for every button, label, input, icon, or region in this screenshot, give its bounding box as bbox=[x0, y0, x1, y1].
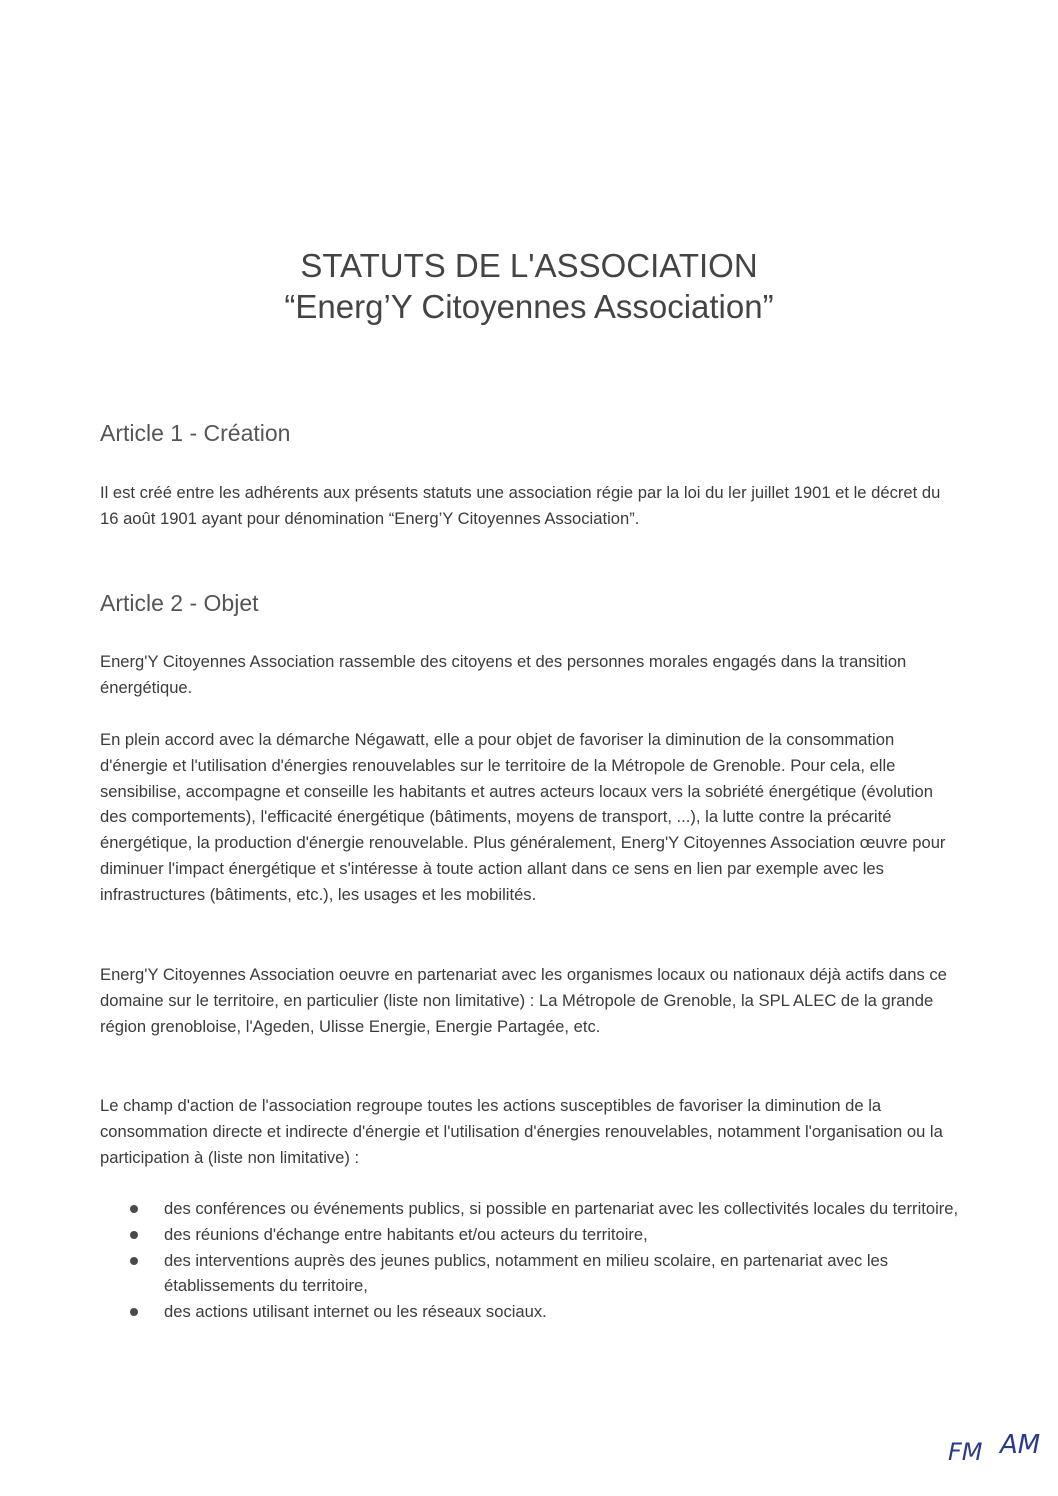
list-item-text: des interventions auprès des jeunes publics, notamment en milieu scolaire, en partenariat avec les établissements du territoire, bbox=[164, 1250, 889, 1296]
handwritten-initials: AM bbox=[1000, 1430, 1041, 1460]
bullet-icon bbox=[130, 1257, 138, 1265]
bullet-icon bbox=[130, 1308, 138, 1316]
bullet-list bbox=[100, 1196, 960, 1325]
list-item-text: des réunions d'échange entre habitants et/ou acteurs du territoire, bbox=[164, 1224, 648, 1244]
list-item bbox=[100, 1196, 960, 1222]
article-2-paragraph: Le champ d'action de l'association regroupe toutes les actions susceptibles de favoriser la diminution de la consommation directe et indirecte d'énergie et l'utilisation d'énergies renouvelables, notamment l'organisation ou la participation à (liste non limitative) : bbox=[100, 1096, 943, 1167]
list-item-text: des actions utilisant internet ou les réseaux sociaux. bbox=[164, 1302, 547, 1322]
article-1-text: Il est créé entre les adhérents aux présents statuts une association régie par la loi du ler juillet 1901 et le décret du 16 août 1901 ayant pour dénomination “Energ’Y Citoyennes Association”. bbox=[100, 483, 941, 528]
article-2-paragraph: En plein accord avec la démarche Négawatt, elle a pour objet de favoriser la diminution de la consommation d'énergie et l'utilisation d'énergies renouvelables sur le territoire de la Métropole de Grenoble. Pour cela, elle sensibilise, accompagne et conseille les habitants et autres acteurs locaux vers la sobriété énergétique (évolution des comportements), l'efficacité énergétique (bâtiments, moyens de transport, ...), la lutte contre la précarité énergétique, la production d'énergie renouvelable. Plus généralement, Energ'Y Citoyennes Association œuvre pour diminuer l'impact énergétique et s'intéresse à toute action allant dans ce sens en lien par exemple avec les infrastructures (bâtiments, etc.), les usages et les mobilités. bbox=[100, 730, 946, 904]
bullet-icon bbox=[130, 1231, 138, 1239]
document-title: STATUTS DE L'ASSOCIATION bbox=[300, 247, 758, 284]
list-item bbox=[100, 1222, 960, 1248]
list-item-text: des conférences ou événements publics, si possible en partenariat avec les collectivités locales du territoire, bbox=[164, 1199, 959, 1218]
article-1-heading: Article 1 - Création bbox=[100, 420, 291, 446]
document-subtitle: “Energ’Y Citoyennes Association” bbox=[284, 288, 774, 325]
article-2-paragraph: Energ'Y Citoyennes Association rassemble des citoyens et des personnes morales engagés dans la transition énergétique. bbox=[100, 652, 907, 697]
article-2-paragraph: Energ'Y Citoyennes Association oeuvre en partenariat avec les organismes locaux ou nationaux déjà actifs dans ce domaine sur le territoire, en particulier (liste non limitative) : La Métropole de Grenoble, la SPL ALEC de la grande région grenobloise, l'Ageden, Ulisse Energie, Energie Partagée, etc. bbox=[100, 965, 947, 1036]
bullet-icon bbox=[130, 1205, 138, 1213]
handwritten-initials: FM bbox=[948, 1438, 983, 1466]
list-item bbox=[100, 1248, 960, 1300]
list-item bbox=[100, 1299, 960, 1325]
article-2-heading: Article 2 - Objet bbox=[100, 590, 259, 616]
